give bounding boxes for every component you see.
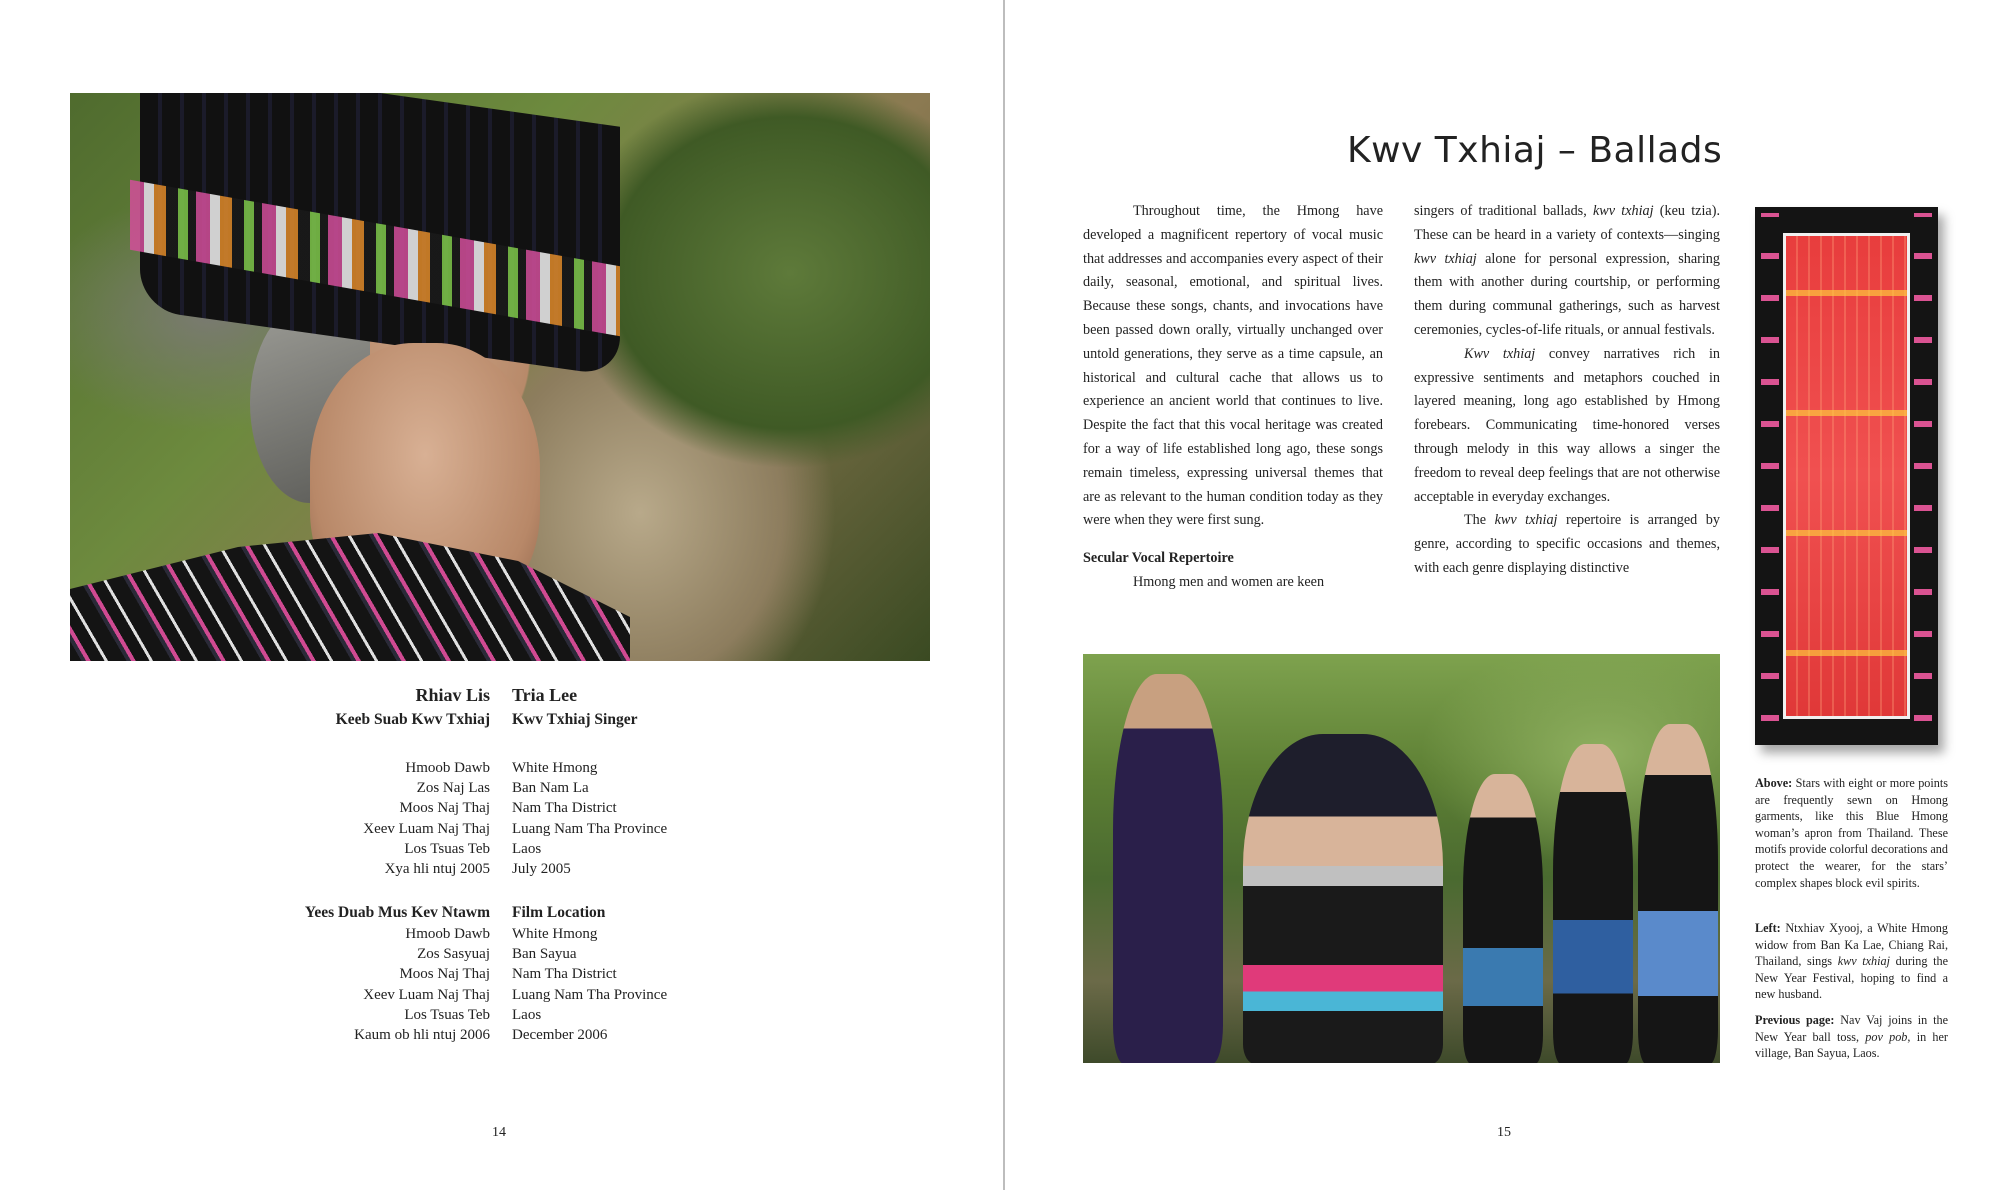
portrait-garment	[70, 533, 630, 661]
term-italic: kwv txhiaj	[1837, 954, 1891, 969]
recording-hmong-row: Hmoob Dawb	[405, 760, 490, 776]
page-number-left: 14	[492, 1125, 506, 1140]
photo-figure-girl	[1463, 774, 1543, 1063]
term-italic: kwv txhiaj	[1414, 250, 1477, 267]
caption-text: Nav Vaj joins in the New Year ball toss,	[1755, 1013, 1949, 1044]
caption-previous-page	[1755, 1012, 1948, 1062]
recording-english-row: Luang Nam Tha Province	[512, 820, 668, 837]
film-english-row: Laos	[512, 1006, 542, 1023]
film-english-row: White Hmong	[512, 926, 598, 942]
recording-hmong-row: Moos Naj Thaj	[399, 800, 490, 817]
recording-hmong-row: Los Tsuas Teb	[404, 840, 490, 857]
photo-figure-singer	[1243, 734, 1443, 1063]
film-hmong-row: Kaum ob hli ntuj 2006	[354, 1026, 490, 1043]
film-hmong-row: Hmoob Dawb	[405, 926, 490, 942]
singer-portrait-photo	[70, 93, 930, 661]
body-text-column-2	[1414, 200, 1720, 581]
credits-block	[0, 685, 1003, 1065]
embroidered-apron-photo	[1755, 207, 1938, 745]
film-heading-english: Film Location	[512, 904, 606, 921]
caption-label: Above:	[1755, 776, 1793, 790]
recording-hmong-row: Xya hli ntuj 2005	[384, 860, 490, 877]
recording-hmong-row: Zos Naj Las	[416, 780, 490, 797]
credits-hmong-column	[200, 685, 490, 1065]
caption-text: Stars with eight or more points are frequently sewn on Hmong garments, like this Blue Hmong woman’s apron from Thailand. These motifs provide colorful decorations and protect the wearer, for the stars’ complex shapes block evil spirits.	[1755, 776, 1948, 890]
film-hmong-row: Los Tsuas Teb	[404, 1006, 490, 1023]
recording-info-hmong	[363, 758, 490, 879]
body-paragraph-2: Hmong men and women are keen	[1133, 573, 1325, 590]
film-english-row: Luang Nam Tha Province	[512, 986, 668, 1003]
film-info-english	[512, 924, 667, 1045]
film-info-hmong	[354, 924, 490, 1045]
recording-hmong-row: Xeev Luam Naj Thaj	[363, 820, 490, 837]
recording-english-row: Ban Nam La	[512, 780, 589, 797]
text-run: convey narratives rich in expressive sentiments and metaphors couched in layered meaning, long ago established by Hmong forebears. Communicating time-honored verses through melody in this way allows a singer the freedom to reveal deep feelings that are not otherwise acceptable in everyday exchanges.	[1414, 345, 1720, 505]
film-english-row: Ban Sayua	[512, 946, 577, 963]
body-paragraph-4	[1414, 343, 1720, 510]
text-run: repertoire is arranged by genre, according to specific occasions and themes, with each genre displaying distinctive	[1414, 512, 1720, 576]
caption-text: during the New Year Festival, hoping to find a new husband.	[1755, 954, 1948, 1002]
caption-label: Left:	[1755, 921, 1781, 935]
film-hmong-row: Zos Sasyuaj	[417, 946, 490, 963]
recording-english-row: Nam Tha District	[512, 800, 617, 817]
recording-info-english	[512, 758, 667, 879]
recording-english-row: July 2005	[512, 860, 571, 877]
text-run: (keu tzia). These can be heard in a variety of contexts—singing	[1414, 203, 1720, 243]
caption-above	[1755, 775, 1948, 891]
term-italic: pov pob	[1865, 1029, 1908, 1044]
recording-english-row: Laos	[512, 840, 542, 857]
film-hmong-row: Xeev Luam Naj Thaj	[363, 986, 490, 1003]
photo-figure-girl	[1553, 744, 1633, 1063]
caption-text: , in her village, Ban Sayua, Laos.	[1755, 1029, 1948, 1061]
chapter-heading: Kwv Txhiaj – Ballads	[1347, 130, 1723, 171]
body-paragraph-3	[1414, 200, 1720, 343]
singer-role-english: Kwv Txhiaj Singer	[512, 711, 638, 728]
film-heading-hmong: Yees Duab Mus Kev Ntawm	[304, 904, 490, 921]
photo-figure-girl	[1638, 724, 1718, 1063]
recording-english-row: White Hmong	[512, 760, 598, 776]
term-italic: kwv txhiaj	[1494, 512, 1558, 529]
photo-figure-man	[1113, 674, 1223, 1063]
section-title-secular: Secular Vocal Repertoire	[1083, 550, 1234, 567]
body-paragraph-5	[1414, 509, 1720, 580]
body-paragraph-1: Throughout time, the Hmong have developed a magnificent repertory of vocal music that addresses and accompanies every aspect of their daily, seasonal, emotional, and spiritual lives. Because these songs, chants, and invocations have been passed down orally, virtually unchanged over untold generations, they serve as a time capsule, an historical and cultural cache that allows us to experience an ancient world that continues to live. Despite the fact that this vocal heritage was created for a way of life established long ago, these songs remain timeless, expressing universal themes that are as relevant to the human condition today as they were when they were first sung.	[1083, 203, 1383, 529]
singer-name-hmong: Rhiav Lis	[415, 685, 490, 705]
singer-name-english: Tria Lee	[512, 685, 578, 705]
term-italic: Kwv txhiaj	[1464, 345, 1536, 362]
credits-english-column	[512, 685, 812, 1065]
text-run: The	[1464, 512, 1495, 529]
apron-center-panel	[1783, 233, 1910, 719]
singer-role-hmong: Keeb Suab Kwv Txhiaj	[335, 711, 490, 728]
new-year-festival-photo	[1083, 654, 1720, 1063]
text-run: singers of traditional ballads,	[1414, 203, 1593, 219]
text-run: alone for personal expression, sharing them with another during courtship, or performing them during communal gatherings, such as harvest ceremonies, cycles-of-life rituals, or annual festivals.	[1414, 250, 1720, 338]
caption-text: Ntxhiav Xyooj, a White Hmong widow from Ban Ka Lae, Chiang Rai, Thailand, sings	[1755, 921, 1948, 969]
film-english-row: December 2006	[512, 1026, 608, 1043]
page-number-right: 15	[1497, 1125, 1511, 1140]
film-english-row: Nam Tha District	[512, 966, 617, 983]
term-italic: kwv txhiaj	[1592, 203, 1654, 219]
film-hmong-row: Moos Naj Thaj	[399, 966, 490, 983]
body-text-column-1	[1083, 200, 1383, 595]
caption-label: Previous page:	[1755, 1013, 1835, 1027]
caption-left	[1755, 920, 1948, 1003]
